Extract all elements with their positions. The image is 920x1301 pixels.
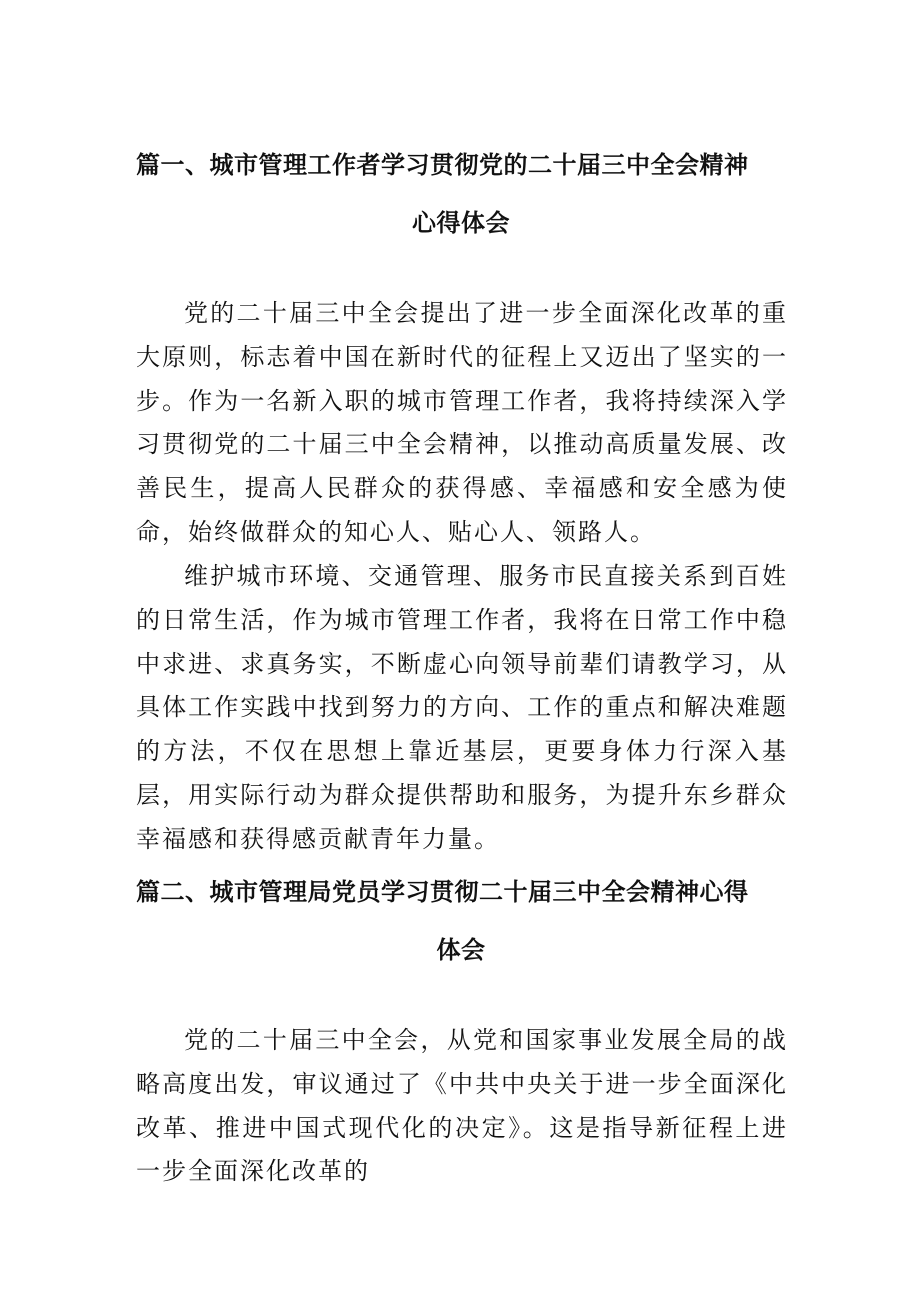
section-1-title-line1: 篇一、城市管理工作者学习贯彻党的二十届三中全会精神 bbox=[136, 151, 749, 179]
section-2-title-line1: 篇二、城市管理局党员学习贯彻二十届三中全会精神心得 bbox=[136, 878, 749, 906]
section-1-paragraph-2: 维护城市环境、交通管理、服务市民直接关系到百姓的日常生活，作为城市管理工作者，我将在日常工作中稳中求进、求真务实，不断虚心向领导前辈们请教学习，从具体工作实践中找到努力的方向、工作的重点和解决难题的方法，不仅在思想上靠近基层，更要身体力行深入基层，用实际行动为群众提供帮助和服务，为提升东乡群众幸福感和获得感贡献青年力量。 bbox=[136, 562, 788, 853]
section-1-title-line2: 心得体会 bbox=[412, 209, 510, 237]
section-2-heading bbox=[136, 872, 786, 964]
section-1-paragraph-1: 党的二十届三中全会提出了进一步全面深化改革的重大原则，标志着中国在新时代的征程上又迈出了坚实的一步。作为一名新入职的城市管理工作者，我将持续深入学习贯彻党的二十届三中全会精神，以推动高质量发展、改善民生，提高人民群众的获得感、幸福感和安全感为使命，始终做群众的知心人、贴心人、领路人。 bbox=[136, 299, 788, 546]
section-1-heading bbox=[136, 145, 786, 237]
section-2-title-line2: 体会 bbox=[436, 936, 486, 964]
section-2-paragraph-1: 党的二十届三中全会，从党和国家事业发展全局的战略高度出发，审议通过了《中共中央关于进一步全面深化改革、推进中国式现代化的决定》。这是指导新征程上进一步全面深化改革的 bbox=[136, 1026, 788, 1186]
